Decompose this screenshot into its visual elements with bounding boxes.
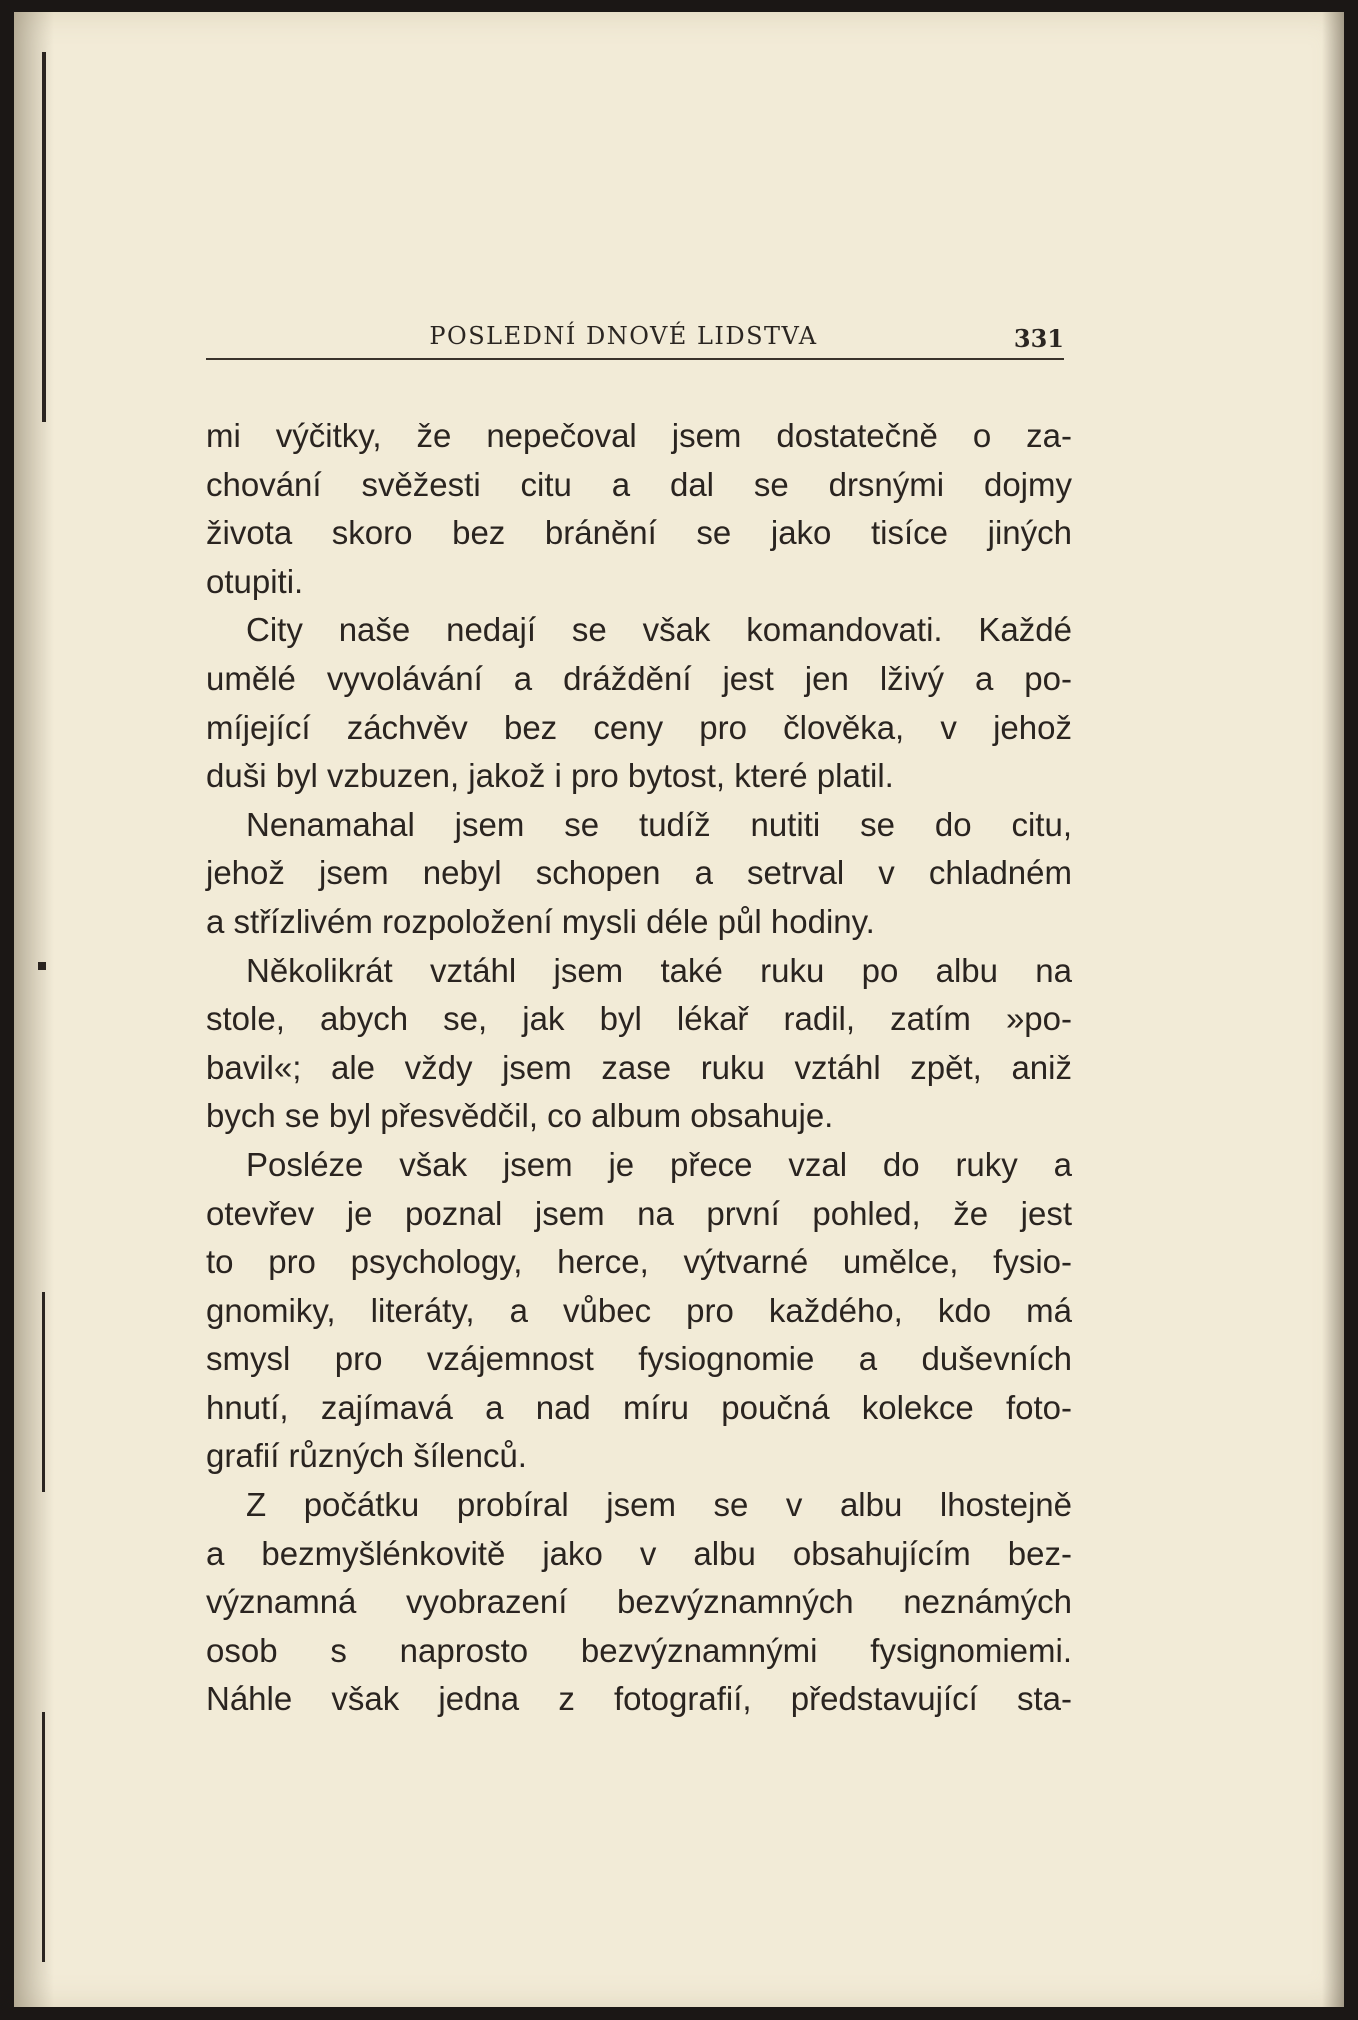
text-line: Nenamahal jsem se tudíž nutiti se do citu, <box>246 805 1072 843</box>
binding-mark <box>42 1292 45 1492</box>
running-title: POSLEDNÍ DNOVÉ LIDSTVA <box>429 322 818 350</box>
text-line: mi výčitky, že nepečoval jsem dostatečně o za- <box>206 417 1072 454</box>
text-line: života skoro bez bránění se jako tisíce jiných <box>206 514 1072 552</box>
page-number: 331 <box>1013 324 1064 353</box>
text-line: duši byl vzbuzen, jakož i pro bytost, které platil. <box>206 757 894 795</box>
text-line: smysl pro vzájemnost fysiognomie a duševních <box>206 1340 1072 1378</box>
text-line: stole, abych se, jak byl lékař radil, zatím »po- <box>206 1000 1072 1038</box>
text-line: bavil«; ale vždy jsem zase ruku vztáhl zpět, aniž <box>206 1048 1072 1086</box>
text-line: grafií různých šílenců. <box>206 1437 527 1475</box>
text-line: Z počátku probíral jsem se v albu lhostejně <box>246 1486 1072 1524</box>
text-line: umělé vyvolávání a dráždění jest jen lživý a po- <box>206 659 1072 697</box>
text-line: to pro psychology, herce, výtvarné umělce, fysio- <box>206 1243 1072 1281</box>
binding-mark <box>42 52 46 422</box>
text-line: Náhle však jedna z fotografií, představující sta- <box>206 1680 1072 1718</box>
text-line: jehož jsem nebyl schopen a setrval v chladném <box>206 854 1072 892</box>
text-line: chování svěžesti citu a dal se drsnými dojmy <box>206 465 1072 503</box>
text-line: významná vyobrazení bezvýznamných neznámých <box>206 1583 1072 1621</box>
text-line: otupiti. <box>206 562 304 600</box>
text-line: bych se byl přesvědčil, co album obsahuje. <box>206 1097 834 1135</box>
text-line: a bezmyšlénkovitě jako v albu obsahujícím bez- <box>206 1534 1072 1572</box>
text-line: a střízlivém rozpoložení mysli déle půl hodiny. <box>206 902 875 940</box>
text-line: gnomiky, literáty, a vůbec pro každého, kdo má <box>206 1291 1072 1329</box>
page-edge-shadow <box>1322 12 1344 2007</box>
text-line: osob s naprosto bezvýznamnými fysignomiemi. <box>206 1631 1072 1669</box>
text-line: Posléze však jsem je přece vzal do ruky a <box>246 1145 1072 1183</box>
text-line: hnutí, zajímavá a nad míru poučná kolekce foto- <box>206 1388 1072 1426</box>
gutter-shadow <box>14 12 54 2007</box>
text-line: City naše nedají se však komandovati. Každé <box>246 611 1072 649</box>
text-line: míjející záchvěv bez ceny pro člověka, v jehož <box>206 708 1072 746</box>
body-text <box>206 412 1072 1724</box>
book-page <box>14 12 1344 2007</box>
text-line: Několikrát vztáhl jsem také ruku po albu na <box>246 951 1072 989</box>
binding-mark <box>38 962 46 970</box>
running-head <box>206 314 1064 360</box>
binding-mark <box>42 1712 45 1962</box>
text-line: otevřev je poznal jsem na první pohled, že jest <box>206 1194 1072 1232</box>
